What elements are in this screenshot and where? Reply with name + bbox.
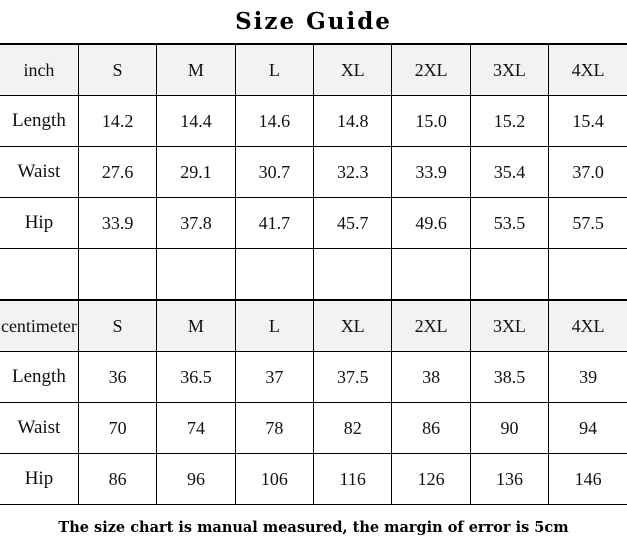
cell-waist-s: 70	[78, 403, 156, 454]
cell-length-xl: 37.5	[314, 352, 392, 403]
unit-label-centimeter: centimeter	[0, 301, 78, 352]
cell-length-m: 14.4	[157, 96, 235, 147]
spacer-cell	[392, 249, 470, 300]
cell-hip-s: 86	[78, 454, 156, 505]
cell-hip-l: 106	[235, 454, 313, 505]
table-spacer-row	[0, 249, 627, 300]
cell-length-s: 14.2	[78, 96, 156, 147]
cell-hip-2xl: 49.6	[392, 198, 470, 249]
cell-waist-l: 78	[235, 403, 313, 454]
unit-label-inch: inch	[0, 45, 78, 96]
spacer-cell	[78, 249, 156, 300]
cell-waist-3xl: 90	[470, 403, 548, 454]
table-row	[0, 198, 627, 249]
cell-length-l: 37	[235, 352, 313, 403]
table-row	[0, 403, 627, 454]
row-label-length: Length	[0, 352, 78, 403]
cell-length-4xl: 15.4	[549, 96, 627, 147]
spacer-cell	[157, 249, 235, 300]
row-label-waist: Waist	[0, 147, 78, 198]
column-header-m: M	[157, 45, 235, 96]
table-row	[0, 96, 627, 147]
cell-hip-4xl: 146	[549, 454, 627, 505]
cell-waist-4xl: 94	[549, 403, 627, 454]
cell-length-2xl: 38	[392, 352, 470, 403]
cell-waist-s: 27.6	[78, 147, 156, 198]
cell-hip-xl: 116	[314, 454, 392, 505]
table-header-row-centimeter	[0, 301, 627, 352]
cell-waist-l: 30.7	[235, 147, 313, 198]
row-label-waist: Waist	[0, 403, 78, 454]
cell-length-xl: 14.8	[314, 96, 392, 147]
cell-waist-4xl: 37.0	[549, 147, 627, 198]
spacer-cell	[470, 249, 548, 300]
cell-hip-xl: 45.7	[314, 198, 392, 249]
cell-hip-l: 41.7	[235, 198, 313, 249]
column-header-xl: XL	[314, 45, 392, 96]
cell-length-m: 36.5	[157, 352, 235, 403]
column-header-m: M	[157, 301, 235, 352]
cell-length-2xl: 15.0	[392, 96, 470, 147]
cell-hip-4xl: 57.5	[549, 198, 627, 249]
column-header-4xl: 4XL	[549, 301, 627, 352]
cell-waist-3xl: 35.4	[470, 147, 548, 198]
page-title: Size Guide	[0, 0, 627, 44]
cell-hip-3xl: 53.5	[470, 198, 548, 249]
column-header-l: L	[235, 301, 313, 352]
cell-waist-2xl: 86	[392, 403, 470, 454]
size-table-inch	[0, 44, 627, 300]
row-label-hip: Hip	[0, 198, 78, 249]
cell-waist-m: 74	[157, 403, 235, 454]
spacer-cell	[235, 249, 313, 300]
table-row	[0, 454, 627, 505]
cell-waist-xl: 32.3	[314, 147, 392, 198]
cell-hip-s: 33.9	[78, 198, 156, 249]
spacer-cell	[549, 249, 627, 300]
cell-length-l: 14.6	[235, 96, 313, 147]
row-label-length: Length	[0, 96, 78, 147]
cell-hip-3xl: 136	[470, 454, 548, 505]
column-header-3xl: 3XL	[470, 301, 548, 352]
table-header-row-inch	[0, 45, 627, 96]
cell-length-4xl: 39	[549, 352, 627, 403]
cell-hip-m: 96	[157, 454, 235, 505]
column-header-l: L	[235, 45, 313, 96]
row-label-hip: Hip	[0, 454, 78, 505]
cell-hip-m: 37.8	[157, 198, 235, 249]
measurement-disclaimer: The size chart is manual measured, the margin of error is 5cm	[0, 505, 627, 550]
column-header-s: S	[78, 301, 156, 352]
column-header-2xl: 2XL	[392, 45, 470, 96]
column-header-xl: XL	[314, 301, 392, 352]
column-header-s: S	[78, 45, 156, 96]
table-row	[0, 147, 627, 198]
table-row	[0, 352, 627, 403]
cell-length-3xl: 15.2	[470, 96, 548, 147]
cell-waist-xl: 82	[314, 403, 392, 454]
cell-length-3xl: 38.5	[470, 352, 548, 403]
spacer-cell	[0, 249, 78, 300]
column-header-4xl: 4XL	[549, 45, 627, 96]
column-header-2xl: 2XL	[392, 301, 470, 352]
size-table-centimeter	[0, 300, 627, 505]
spacer-cell	[314, 249, 392, 300]
cell-length-s: 36	[78, 352, 156, 403]
column-header-3xl: 3XL	[470, 45, 548, 96]
cell-waist-m: 29.1	[157, 147, 235, 198]
cell-waist-2xl: 33.9	[392, 147, 470, 198]
cell-hip-2xl: 126	[392, 454, 470, 505]
